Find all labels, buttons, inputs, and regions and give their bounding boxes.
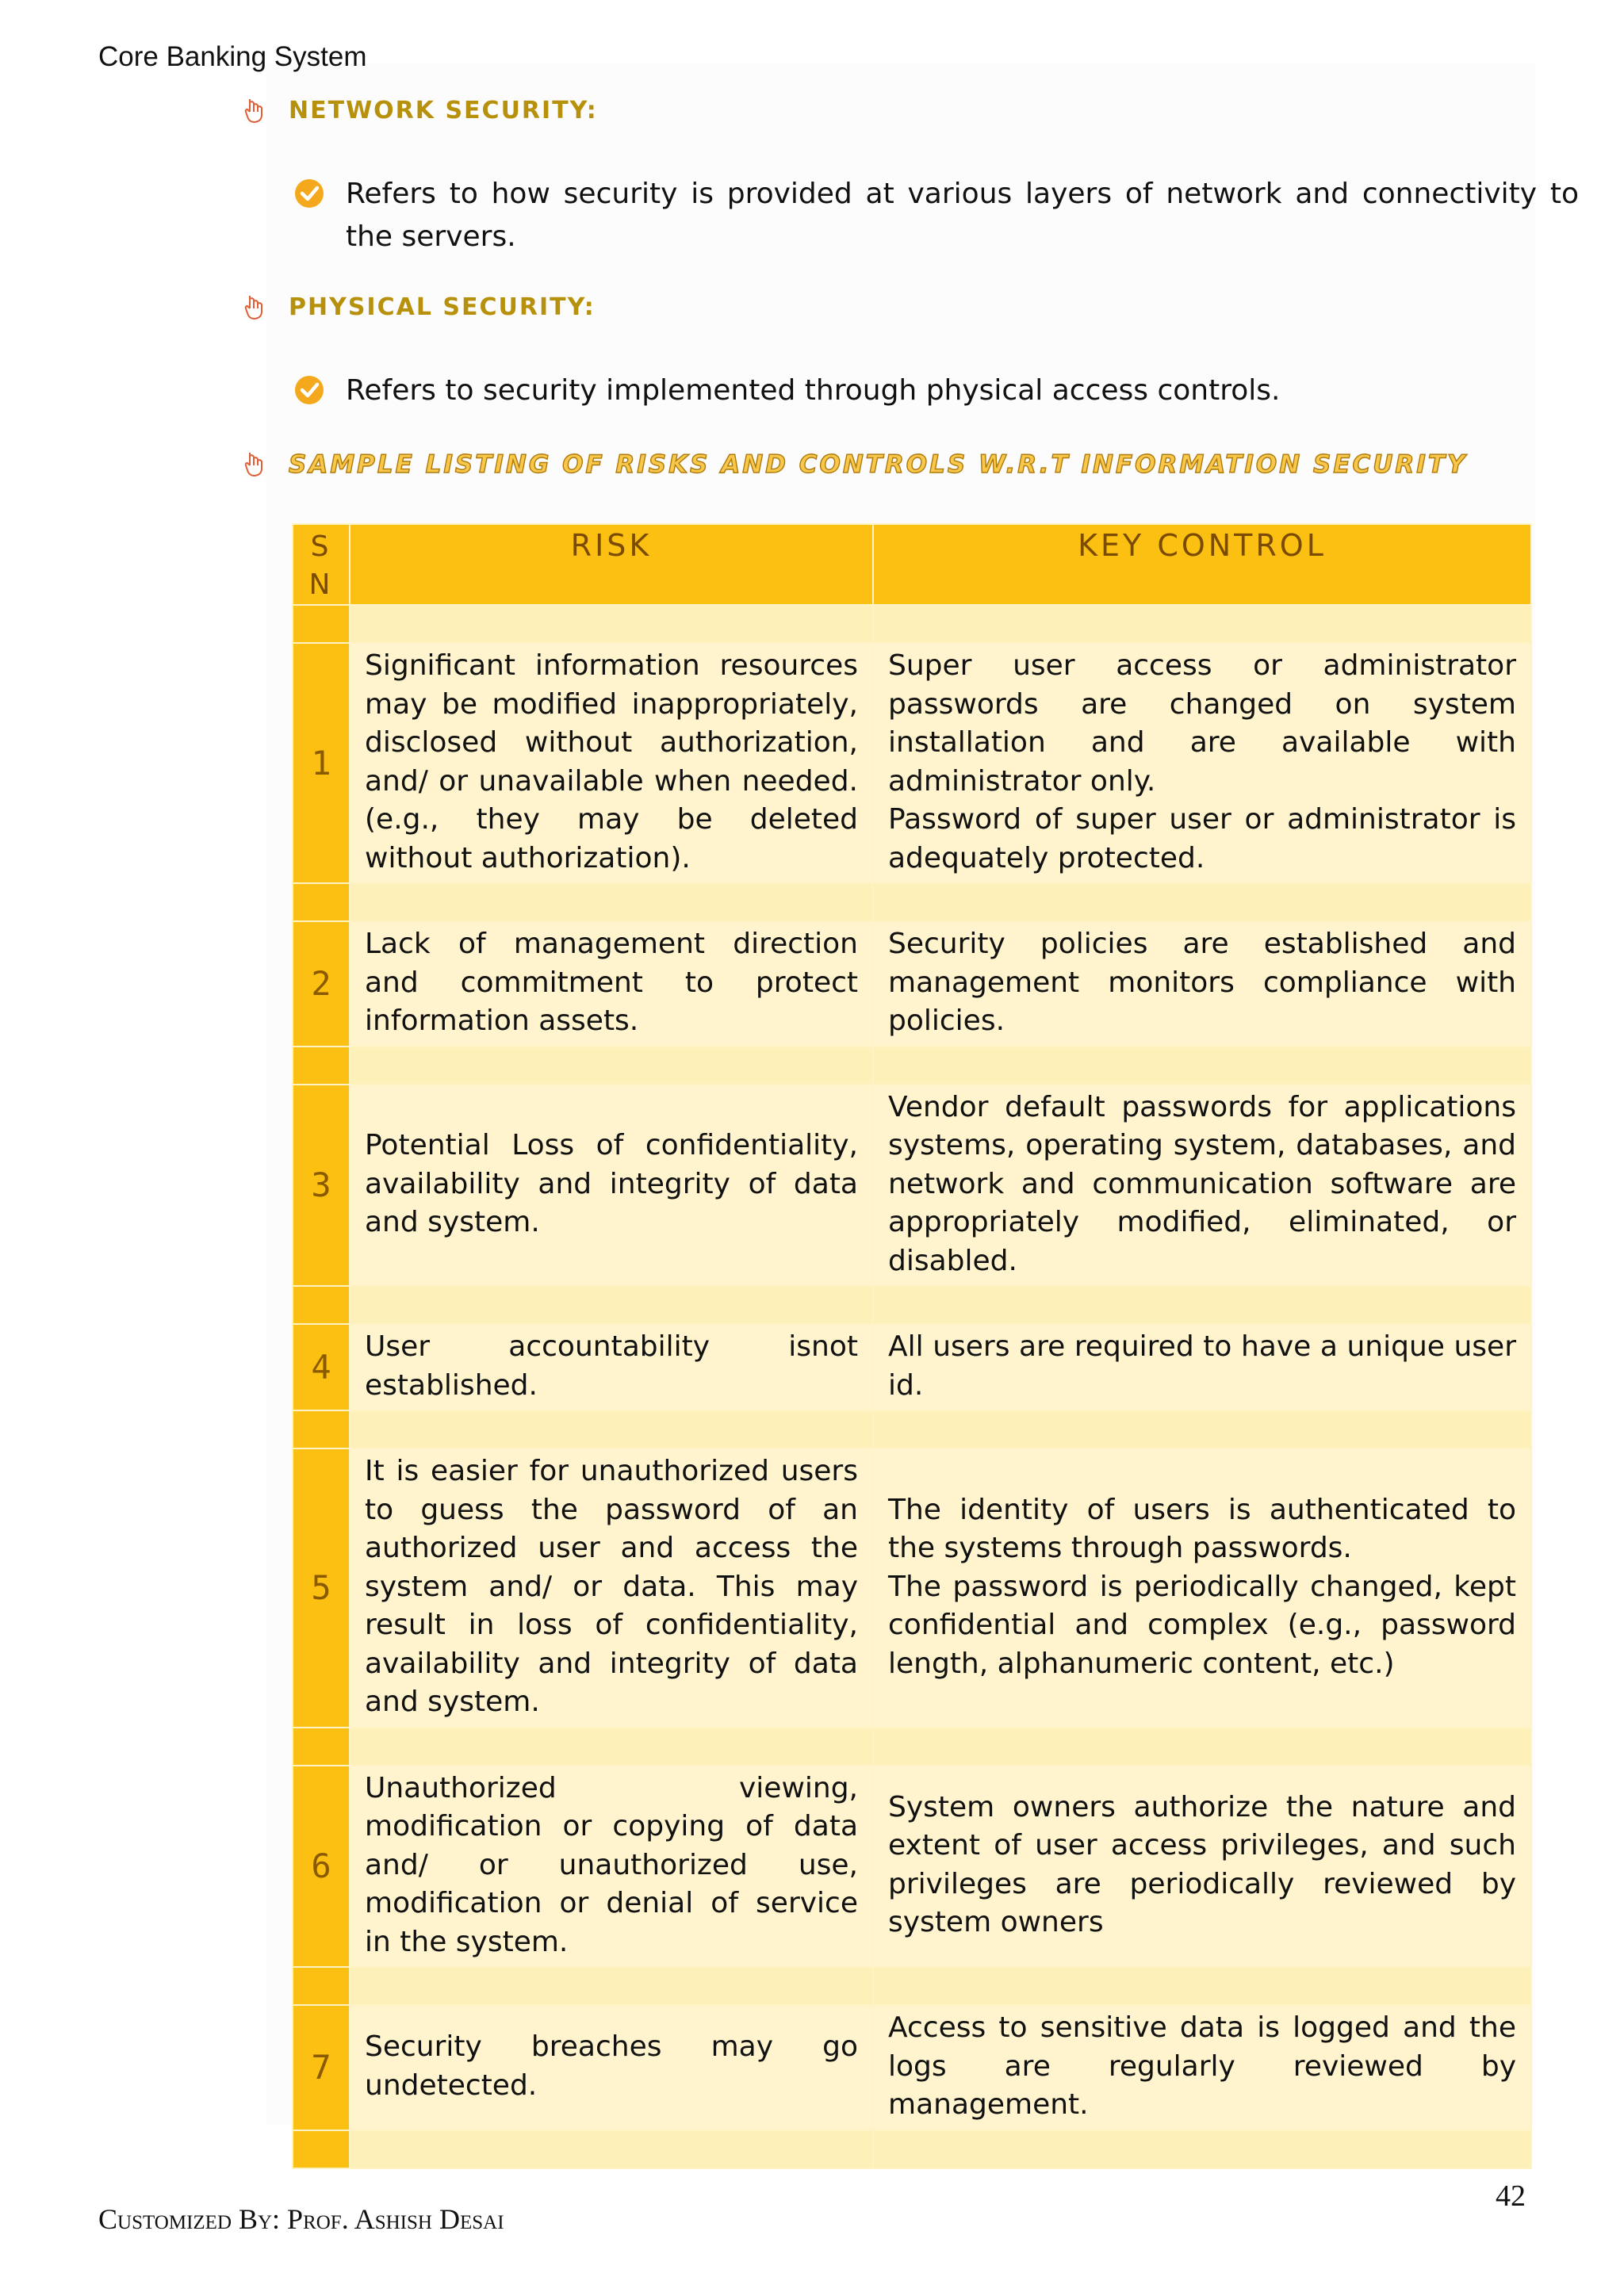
header-risk: RISK	[350, 524, 873, 605]
spacer-cell	[350, 1967, 873, 2005]
table-row	[293, 2005, 1531, 2130]
control-line: Password of super user or administrator is adequately protected.	[888, 803, 1516, 874]
spacer-cell	[350, 2130, 873, 2168]
spacer-cell	[873, 883, 1531, 921]
heading-text: PHYSICAL SECURITY:	[289, 293, 596, 321]
section-heading-risk-listing	[243, 450, 1467, 479]
risk-cell: Significant information resources may be modified inappropriately, disclosed without authorization, and/ or unavailable when needed. (e.g., they may be deleted without authorization).	[350, 643, 873, 883]
check-circle-icon	[293, 178, 325, 209]
table-row	[293, 1085, 1531, 1287]
table-spacer-row	[293, 2130, 1531, 2168]
spacer-cell	[293, 883, 350, 921]
risk-cell: User accountability isnot established.	[350, 1324, 873, 1410]
spacer-cell	[873, 1047, 1531, 1085]
risk-cell: Unauthorized viewing, modification or copying of data and/ or unauthorized use, modification or denial of service in the system.	[350, 1766, 873, 1968]
risk-cell: Security breaches may go undetected.	[350, 2005, 873, 2130]
table-spacer-row	[293, 1286, 1531, 1324]
running-header: Core Banking System	[98, 41, 367, 72]
spacer-cell	[873, 1728, 1531, 1766]
spacer-cell	[873, 605, 1531, 643]
spacer-cell	[350, 1728, 873, 1766]
spacer-cell	[293, 605, 350, 643]
header-sn	[293, 524, 350, 605]
control-line: Security policies are established and management monitors compliance with policies.	[888, 928, 1516, 1037]
bullet-text: Refers to how security is provided at various layers of network and connectivity to the servers.	[346, 178, 1579, 253]
spacer-cell	[293, 1047, 350, 1085]
control-cell	[873, 921, 1531, 1047]
section-heading-physical	[243, 293, 596, 321]
footer-credit: Customized By: Prof. Ashish Desai	[98, 2203, 504, 2235]
heading-text: NETWORK SECURITY:	[289, 97, 598, 124]
spacer-cell	[350, 605, 873, 643]
control-line: Access to sensitive data is logged and the logs are regularly reviewed by management.	[888, 2011, 1516, 2121]
table-header-row	[293, 524, 1531, 605]
spacer-cell	[350, 1047, 873, 1085]
row-number: 2	[293, 921, 350, 1047]
pointing-hand-icon	[243, 294, 266, 321]
pointing-hand-icon	[243, 451, 266, 478]
spacer-cell	[293, 1728, 350, 1766]
row-number: 5	[293, 1448, 350, 1728]
control-cell	[873, 1085, 1531, 1287]
table-spacer-row	[293, 1728, 1531, 1766]
bullet-text: Refers to security implemented through physical access controls.	[346, 374, 1281, 407]
heading-text: SAMPLE LISTING OF RISKS AND CONTROLS W.R.T INFORMATION SECURITY	[289, 450, 1468, 479]
risk-cell: It is easier for unauthorized users to guess the password of an authorized user and access the system and/ or data. This may result in loss of confidentiality, availability and integrity of data and system.	[350, 1448, 873, 1728]
row-number: 1	[293, 643, 350, 883]
table-spacer-row	[293, 605, 1531, 643]
risk-cell: Lack of management direction and commitment to protect information assets.	[350, 921, 873, 1047]
control-line: The password is periodically changed, kept confidential and complex (e.g., password length, alphanumeric content, etc.)	[888, 1570, 1516, 1680]
header-sn-top: S	[310, 530, 332, 563]
pointing-hand-icon	[243, 98, 266, 124]
section-heading-network	[243, 97, 598, 124]
spacer-cell	[293, 2130, 350, 2168]
row-number: 3	[293, 1085, 350, 1287]
risk-cell: Potential Loss of confidentiality, availability and integrity of data and system.	[350, 1085, 873, 1287]
control-cell	[873, 643, 1531, 883]
table-row	[293, 921, 1531, 1047]
spacer-cell	[873, 2130, 1531, 2168]
control-line: All users are required to have a unique user id.	[888, 1330, 1516, 1402]
table-spacer-row	[293, 883, 1531, 921]
table-row	[293, 1448, 1531, 1728]
spacer-cell	[350, 1286, 873, 1324]
control-line: Super user access or administrator passwords are changed on system installation and are available with administrator only.	[888, 649, 1516, 798]
table-spacer-row	[293, 1967, 1531, 2005]
spacer-cell	[873, 1410, 1531, 1448]
table-spacer-row	[293, 1047, 1531, 1085]
table-spacer-row	[293, 1410, 1531, 1448]
control-line: The identity of users is authenticated to the systems through passwords.	[888, 1493, 1516, 1564]
control-line: Vendor default passwords for applications systems, operating system, databases, and network and communication software are appropriately modified, eliminated, or disabled.	[888, 1090, 1516, 1277]
control-cell	[873, 2005, 1531, 2130]
bullet-physical	[293, 369, 1579, 412]
spacer-cell	[293, 1410, 350, 1448]
control-cell	[873, 1324, 1531, 1410]
page-number: 42	[1496, 2179, 1526, 2213]
spacer-cell	[293, 1286, 350, 1324]
spacer-cell	[873, 1286, 1531, 1324]
spacer-cell	[350, 1410, 873, 1448]
header-sn-bottom: N	[308, 568, 334, 601]
table-row	[293, 643, 1531, 883]
bullet-network	[293, 173, 1579, 258]
table-row	[293, 1766, 1531, 1968]
control-line: System owners authorize the nature and extent of user access privileges, and such privileges are periodically reviewed by system owners	[888, 1790, 1516, 1939]
spacer-cell	[350, 883, 873, 921]
row-number: 6	[293, 1766, 350, 1968]
spacer-cell	[873, 1967, 1531, 2005]
row-number: 4	[293, 1324, 350, 1410]
control-cell	[873, 1766, 1531, 1968]
header-control: KEY CONTROL	[873, 524, 1531, 605]
row-number: 7	[293, 2005, 350, 2130]
spacer-cell	[293, 1967, 350, 2005]
control-cell	[873, 1448, 1531, 1728]
table-row	[293, 1324, 1531, 1410]
risk-control-table	[292, 523, 1532, 2169]
check-circle-icon	[293, 374, 325, 406]
